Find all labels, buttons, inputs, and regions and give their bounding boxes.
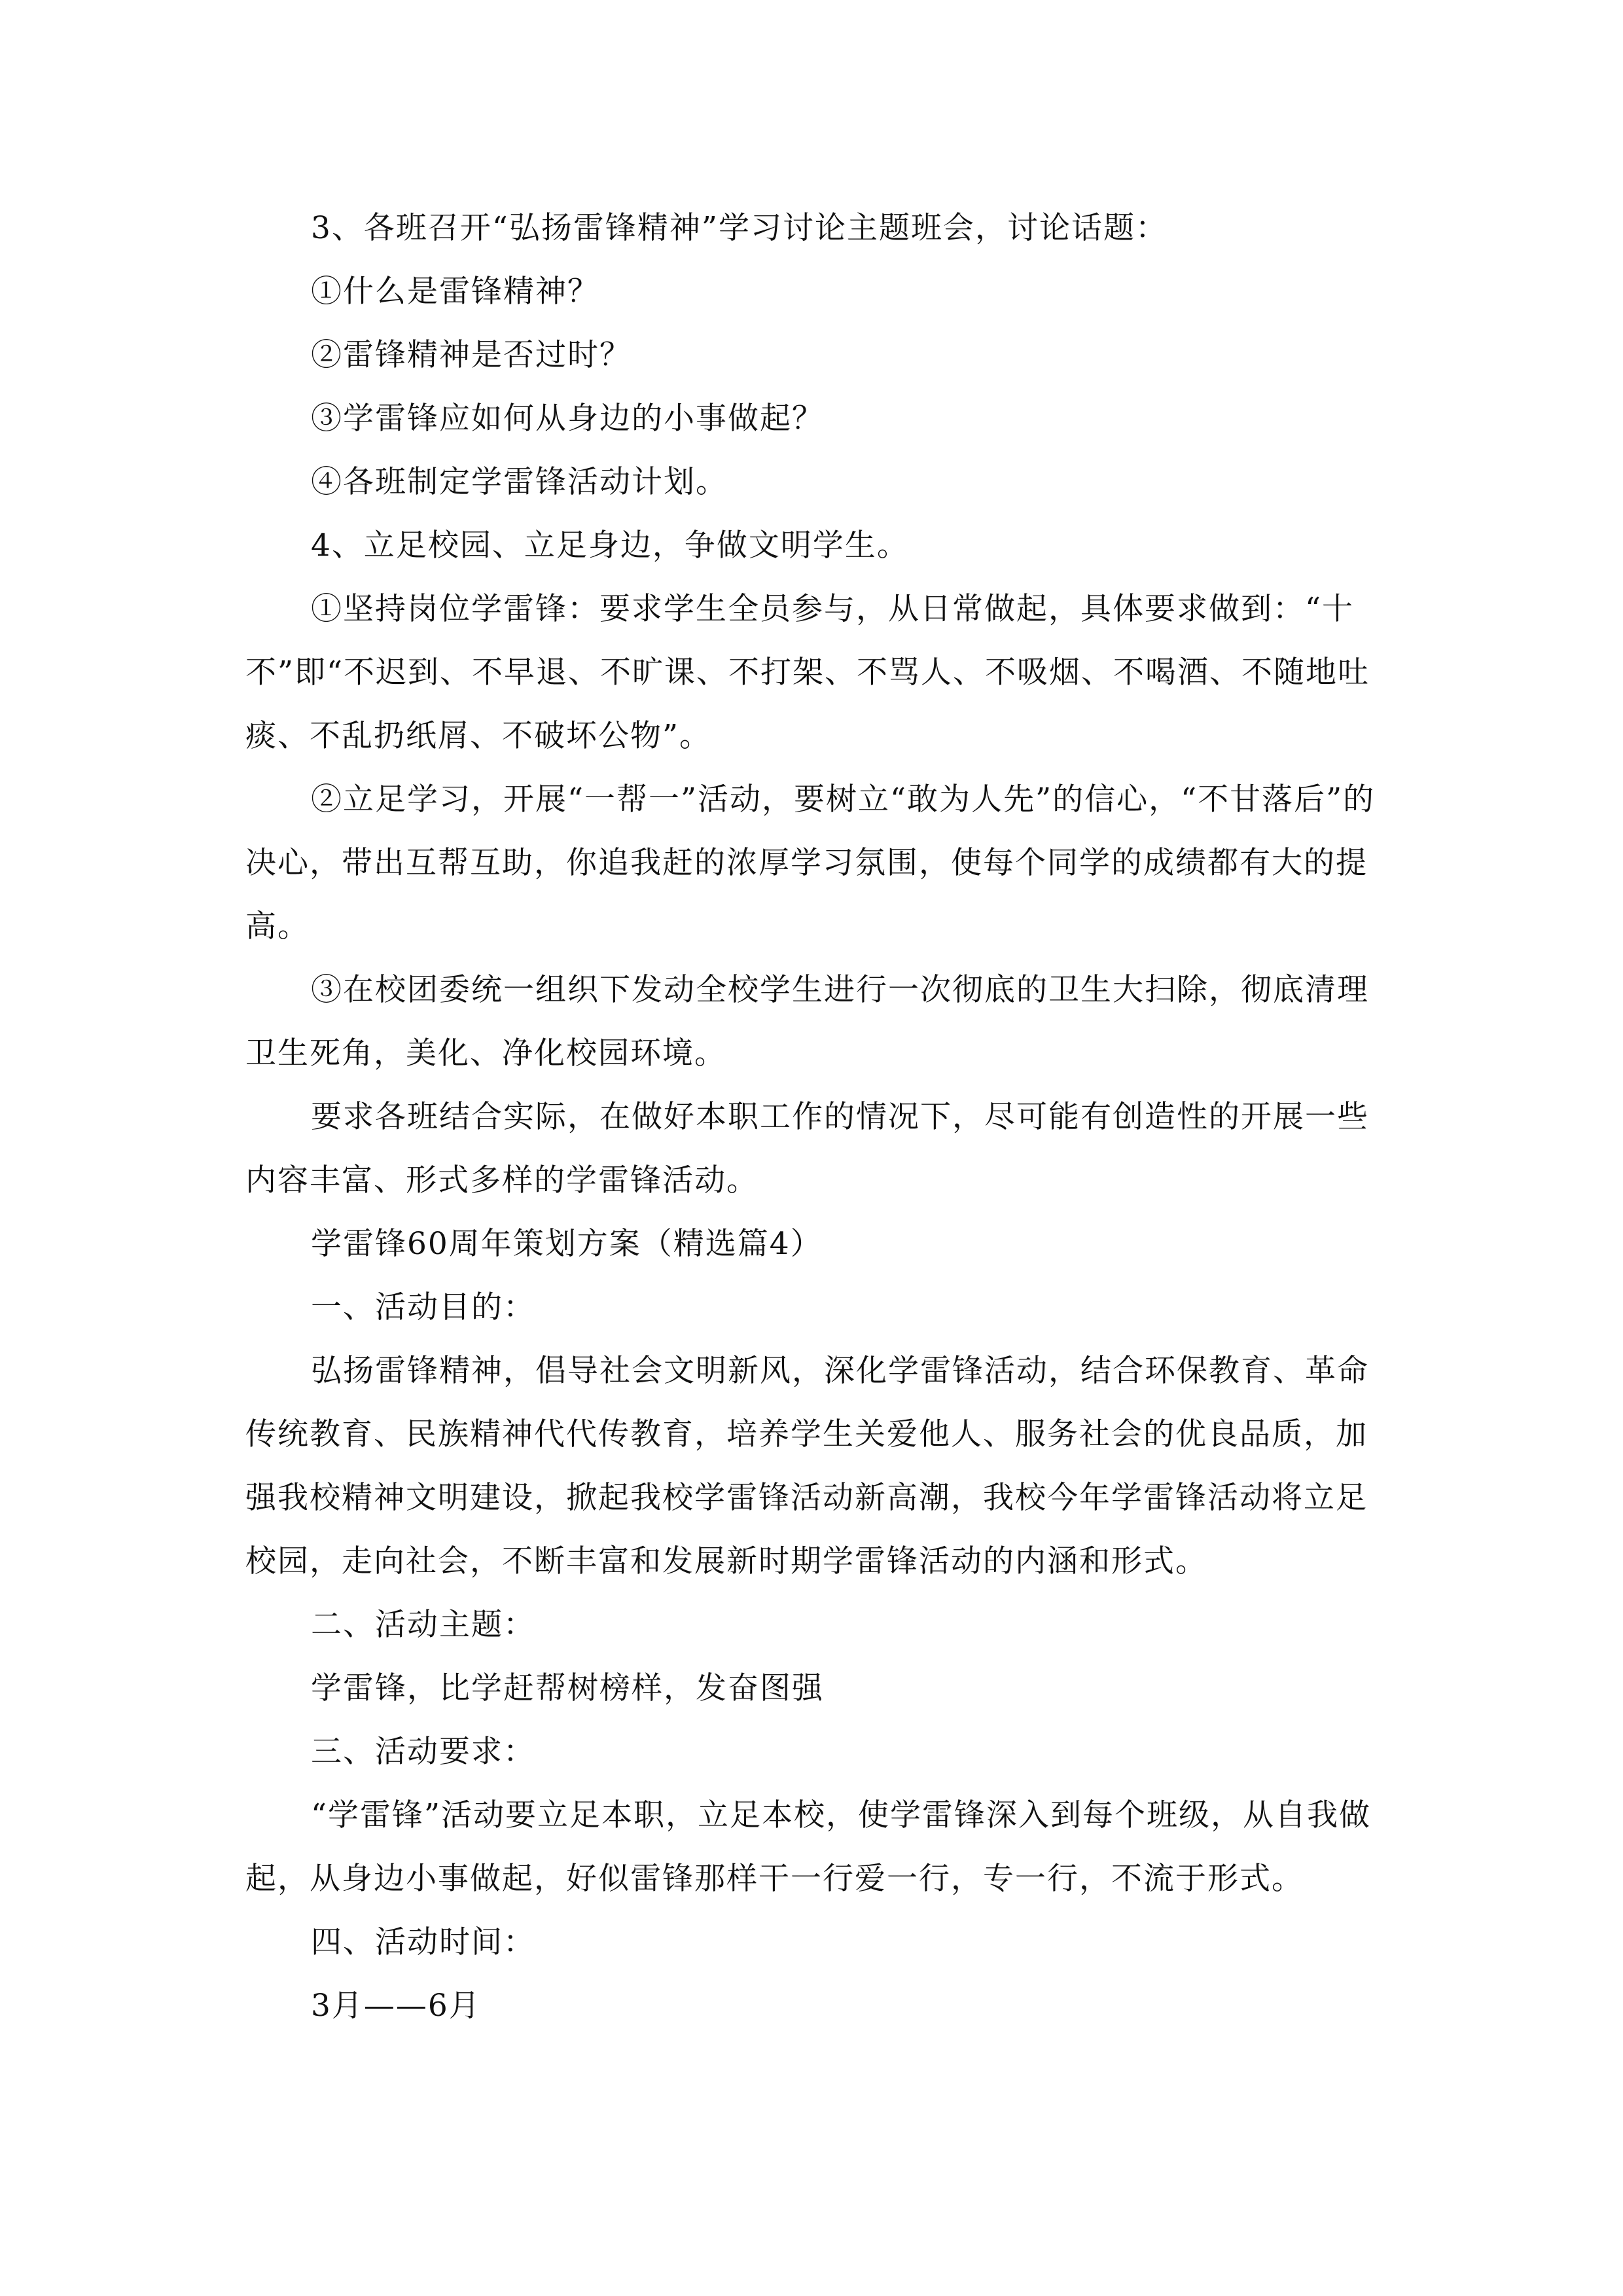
document-body (245, 196, 1381, 2037)
paragraph-study-help: ②立足学习，开展“一帮一”活动，要树立“敢为人先”的信心，“不甘落后”的决心，带出互帮互助，你追我赶的浓厚学习氛围，使每个同学的成绩都有大的提高。 (245, 781, 1376, 944)
paragraph-class-meeting: 3、各班召开“弘扬雷锋精神”学习讨论主题班会，讨论话题： (311, 210, 1168, 246)
paragraph-theme: 学雷锋，比学赶帮树榜样，发奋图强 (311, 1670, 824, 1706)
paragraph-section-4: 4、立足校园、立足身边，争做文明学生。 (311, 528, 909, 564)
section-heading-plan-4: 学雷锋60周年策划方案（精选篇4） (311, 1226, 823, 1262)
paragraph-topic-4: ④各班制定学雷锋活动计划。 (311, 464, 728, 500)
paragraph-purpose: 弘扬雷锋精神，倡导社会文明新风，深化学雷锋活动，结合环保教育、革命传统教育、民族精神代代传教育，培养学生关爱他人、服务社会的优良品质，加强我校精神文明建设，掀起我校学雷锋活动新高潮，我校今年学雷锋活动将立足校园，走向社会，不断丰富和发展新时期学雷锋活动的内涵和形式。 (245, 1353, 1369, 1579)
heading-time: 四、活动时间： (311, 1924, 535, 1960)
paragraph-requirement-note: 要求各班结合实际，在做好本职工作的情况下，尽可能有创造性的开展一些内容丰富、形式多样的学雷锋活动。 (245, 1099, 1369, 1198)
paragraph-time: 3月——6月 (311, 1988, 481, 2024)
paragraph-topic-3: ③学雷锋应如何从身边的小事做起？ (311, 401, 824, 437)
paragraph-post-lei-feng: ①坚持岗位学雷锋：要求学生全员参与，从日常做起，具体要求做到：“十不”即“不迟到、不早退、不旷课、不打架、不骂人、不吸烟、不喝酒、不随地吐痰、不乱扔纸屑、不破坏公物”。 (245, 591, 1370, 754)
heading-requirements: 三、活动要求： (311, 1734, 535, 1770)
heading-theme: 二、活动主题： (311, 1607, 535, 1643)
paragraph-topic-2: ②雷锋精神是否过时？ (311, 337, 632, 373)
paragraph-cleanup: ③在校团委统一组织下发动全校学生进行一次彻底的卫生大扫除，彻底清理卫生死角，美化、净化校园环境。 (245, 972, 1369, 1071)
paragraph-requirements: “学雷锋”活动要立足本职，立足本校，使学雷锋深入到每个班级，从自我做起，从身边小事做起，好似雷锋那样干一行爱一行，专一行，不流于形式。 (245, 1797, 1372, 1897)
heading-purpose: 一、活动目的： (311, 1289, 535, 1325)
paragraph-topic-1: ①什么是雷锋精神？ (311, 274, 599, 310)
